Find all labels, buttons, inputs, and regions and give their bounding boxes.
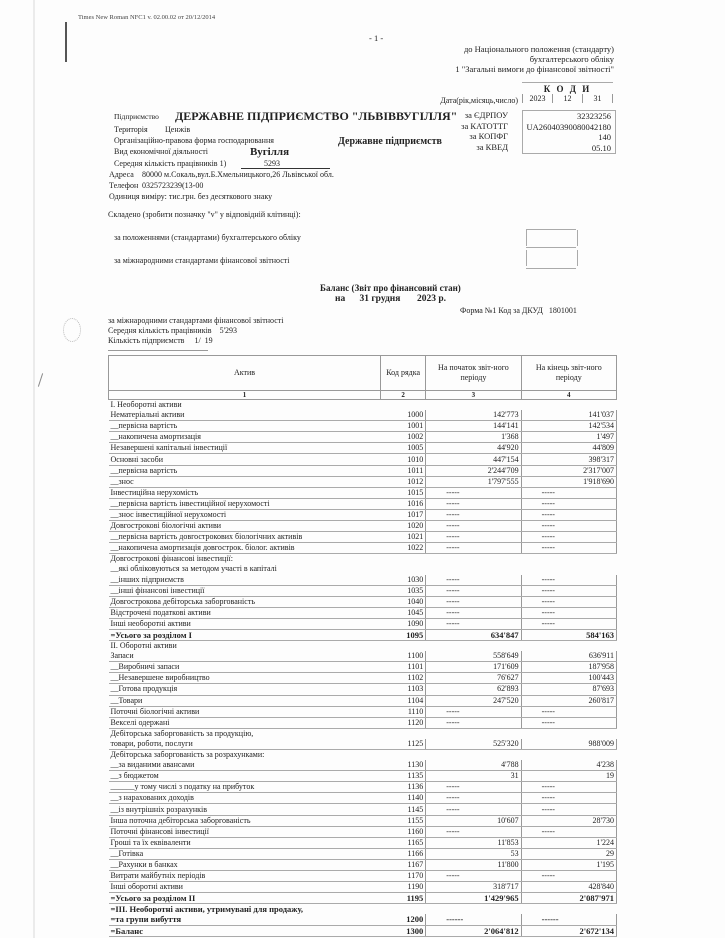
table-row: [109, 826, 617, 837]
row-end-value: -----: [521, 596, 616, 607]
row-label: __Незавершене виробництво: [109, 673, 381, 684]
row-code: 1103: [381, 684, 426, 695]
row-label: __які обліковуються за методом участі в капіталі: [110, 564, 277, 574]
row-label: Дебіторська заборгованість за продукцію,: [110, 728, 254, 738]
row-label: __знос: [109, 476, 381, 487]
row-end-value: 636'911: [521, 651, 616, 662]
pen-mark: [38, 373, 43, 387]
row-code: 1167: [381, 859, 426, 870]
row-start-value: -----: [426, 585, 521, 596]
row-label: Нематеріальні активи: [109, 410, 381, 421]
employees-underline: [241, 168, 255, 169]
table-row: [109, 532, 617, 543]
row-label: Векселі одержані: [109, 717, 381, 728]
table-row: [109, 629, 617, 640]
row-end-value: 988'009: [521, 739, 616, 750]
table-row: [109, 498, 617, 509]
table-row: [109, 904, 617, 915]
row-start-value: 634'847: [426, 629, 521, 640]
address-label: Адреса: [109, 170, 134, 179]
territory-value: Ценжів: [165, 125, 191, 134]
row-label: =Усього за розділом II: [109, 893, 381, 904]
table-row: [109, 925, 617, 936]
table-row: [109, 521, 617, 532]
row-end-value: -----: [521, 826, 616, 837]
table-row: [109, 706, 617, 717]
header-end: На кінець звіт-ного періоду: [521, 356, 616, 391]
id-value-katottg: UA26040390080042180: [526, 121, 611, 132]
row-label: Витрати майбутніх періодів: [109, 871, 381, 882]
id-value-edrpou: 32323256: [577, 111, 611, 121]
row-end-value: 260'817: [521, 695, 616, 706]
row-start-value: -----: [426, 521, 521, 532]
row-label: I. Необоротні активи: [110, 400, 182, 410]
row-label: Гроші та їх еквіваленти: [109, 837, 381, 848]
row-code: 1165: [381, 837, 426, 848]
row-label: II. Оборотні активи: [110, 641, 177, 651]
table-row: [109, 771, 617, 782]
row-start-value: ------: [426, 914, 521, 925]
row-code: 1012: [381, 476, 426, 487]
software-version-line: Times New Roman NFC1 v. 02.00.02 от 20/12/2014: [78, 14, 216, 21]
row-code: 1030: [381, 575, 426, 586]
row-label: Довгострокові фінансові інвестиції:: [110, 554, 233, 564]
checkbox-national-standards[interactable]: [526, 230, 578, 246]
row-label: __Готівка: [109, 848, 381, 859]
row-code: 1021: [381, 532, 426, 543]
table-row: [109, 914, 617, 925]
table-row: [109, 673, 617, 684]
row-label: __накопичена амортизація: [109, 432, 381, 443]
row-label: __з бюджетом: [109, 771, 381, 782]
table-row: [109, 432, 617, 443]
row-end-value: 142'534: [521, 421, 616, 432]
row-label: Запаси: [109, 651, 381, 662]
table-row: [109, 476, 617, 487]
address-value: 80000 м.Сокаль,вул.Б.Хмельницького,26 Львівської обл.: [142, 170, 334, 179]
row-start-value: 2'244'709: [426, 465, 521, 476]
row-start-value: 1'797'555: [426, 476, 521, 487]
table-row: [109, 793, 617, 804]
row-code: 1002: [381, 432, 426, 443]
form-code: Форма №1 Код за ДКУД 1801001: [460, 306, 577, 315]
row-start-value: -----: [426, 487, 521, 498]
row-label: Відстрочені податкові активи: [109, 607, 381, 618]
row-code: 1136: [381, 782, 426, 793]
table-row: [109, 760, 617, 771]
row-start-value: 76'627: [426, 673, 521, 684]
row-code: 1095: [381, 629, 426, 640]
legal-form-value: Державне підприємств: [338, 136, 442, 147]
row-label: __Виробничі запаси: [109, 662, 381, 673]
table-row: [109, 641, 617, 652]
territory-label: Територія: [114, 125, 148, 134]
row-start-value: 11'853: [426, 837, 521, 848]
row-label: Незавершені капітальні інвестиції: [109, 443, 381, 454]
row-code: 1001: [381, 421, 426, 432]
row-code: 1166: [381, 848, 426, 859]
compiled-title: Складено (зробити позначку "v" у відповідній клітинці):: [108, 210, 301, 219]
row-start-value: 558'649: [426, 651, 521, 662]
row-label: Дебіторська заборгованість за розрахунками:: [110, 750, 265, 760]
row-start-value: 447'154: [426, 454, 521, 465]
table-row: [109, 684, 617, 695]
row-label: __Товари: [109, 695, 381, 706]
row-end-value: 29: [521, 848, 616, 859]
row-end-value: -----: [521, 607, 616, 618]
row-start-value: 10'607: [426, 815, 521, 826]
col-number: 1: [109, 391, 381, 400]
row-start-value: 2'064'812: [426, 925, 521, 936]
table-row: [109, 695, 617, 706]
row-label: Інші необоротні активи: [109, 618, 381, 629]
report-date: на 31 грудня 2023 р.: [335, 294, 447, 304]
row-label: __з нарахованих доходів: [109, 793, 381, 804]
row-code: 1155: [381, 815, 426, 826]
column-number-row: [109, 391, 617, 400]
row-label: __первісна вартість: [109, 465, 381, 476]
row-code: 1135: [381, 771, 426, 782]
row-end-value: -----: [521, 618, 616, 629]
ifrs-line: за міжнародними стандартами фінансової звітності: [108, 316, 284, 325]
row-code: 1016: [381, 498, 426, 509]
stamp-mark: [63, 318, 81, 342]
checkbox-border: [526, 247, 576, 248]
row-start-value: -----: [426, 596, 521, 607]
col-number: 4: [521, 391, 616, 400]
id-label: за КОПФГ: [469, 131, 508, 141]
enterprises-count-line: Кількість підприємств 1/ 19: [108, 336, 213, 345]
checkbox-border: [526, 268, 576, 269]
row-end-value: -----: [521, 575, 616, 586]
header-code: Код рядка: [381, 356, 426, 391]
table-row: [109, 585, 617, 596]
row-end-value: -----: [521, 532, 616, 543]
page-margin-line: [33, 0, 35, 938]
balance-rows: [109, 400, 617, 937]
row-label: =Усього за розділом I: [109, 629, 381, 640]
row-start-value: 247'520: [426, 695, 521, 706]
table-row: [109, 871, 617, 882]
row-code: 1125: [381, 739, 426, 750]
row-label: =Баланс: [109, 925, 381, 936]
table-row: [109, 837, 617, 848]
table-row: [109, 893, 617, 904]
row-end-value: -----: [521, 871, 616, 882]
table-row: [109, 750, 617, 761]
row-code: 1195: [381, 893, 426, 904]
row-code: 1035: [381, 585, 426, 596]
report-title: Баланс (Звіт про фінансовий стан): [320, 283, 461, 293]
row-end-value: -----: [521, 487, 616, 498]
row-start-value: 525'320: [426, 739, 521, 750]
row-end-value: 1'224: [521, 837, 616, 848]
row-end-value: -----: [521, 509, 616, 520]
row-label: Основні засоби: [109, 454, 381, 465]
identifier-values: [522, 110, 616, 154]
row-label: =III. Необоротні активи, утримувані для продажу,: [110, 904, 303, 915]
row-code: 1190: [381, 882, 426, 893]
row-start-value: -----: [426, 871, 521, 882]
date-label: Дата(рік,місяць,число): [440, 96, 518, 105]
id-label: за КВЕД: [476, 141, 508, 152]
header-asset: Актив: [109, 356, 381, 391]
row-code: 1100: [381, 651, 426, 662]
row-start-value: 318'717: [426, 882, 521, 893]
id-value-kopfg: 140: [598, 132, 611, 142]
table-row: [109, 607, 617, 618]
row-start-value: 142'773: [426, 410, 521, 421]
table-row: [109, 651, 617, 662]
row-start-value: -----: [426, 498, 521, 509]
row-end-value: 87'693: [521, 684, 616, 695]
row-end-value: 187'958: [521, 662, 616, 673]
row-label: Довгострокові біологічні активи: [109, 521, 381, 532]
enterprise-label: Підприємство: [114, 112, 159, 121]
table-row: [109, 400, 617, 411]
standard-ref-line: бухгалтерського обліку: [529, 54, 614, 64]
row-label: __Готова продукція: [109, 684, 381, 695]
row-end-value: -----: [521, 717, 616, 728]
row-label: __знос інвестиційної нерухомості: [109, 509, 381, 520]
row-end-value: 1'918'690: [521, 476, 616, 487]
row-code: 1005: [381, 443, 426, 454]
row-end-value: 100'443: [521, 673, 616, 684]
row-label: Інвестиційна нерухомість: [109, 487, 381, 498]
row-code: 1140: [381, 793, 426, 804]
row-start-value: -----: [426, 706, 521, 717]
date-codes: [522, 94, 613, 103]
row-end-value: -----: [521, 585, 616, 596]
row-code: 1040: [381, 596, 426, 607]
date-day: 31: [582, 94, 613, 103]
id-label: за КАТОТТГ: [461, 120, 508, 131]
row-end-value: -----: [521, 706, 616, 717]
row-code: 1010: [381, 454, 426, 465]
checkbox-ifrs[interactable]: [526, 250, 578, 266]
compiled-option-ifrs: за міжнародними стандартами фінансової звітності: [114, 256, 290, 265]
row-end-value: 2'672'134: [521, 925, 616, 936]
row-code: 1101: [381, 662, 426, 673]
row-end-value: -----: [521, 782, 616, 793]
row-label: Поточні біологічні активи: [109, 706, 381, 717]
row-start-value: -----: [426, 804, 521, 815]
row-start-value: -----: [426, 618, 521, 629]
row-label: Довгострокова дебіторська заборгованість: [109, 596, 381, 607]
table-row: [109, 509, 617, 520]
row-code: 1022: [381, 543, 426, 554]
row-start-value: -----: [426, 782, 521, 793]
row-label: товари, роботи, послуги: [109, 739, 381, 750]
binding-mark: [65, 22, 67, 62]
id-value-kved: 05.10: [591, 142, 611, 153]
table-row: [109, 465, 617, 476]
table-row: [109, 487, 617, 498]
table-row: [109, 554, 617, 565]
table-row: [109, 815, 617, 826]
table-row: [109, 596, 617, 607]
standard-ref-line: до Національного положення (стандарту): [463, 44, 614, 54]
row-start-value: -----: [426, 543, 521, 554]
row-label: Поточні фінансові інвестиції: [109, 826, 381, 837]
row-start-value: -----: [426, 717, 521, 728]
row-code: 1160: [381, 826, 426, 837]
standard-ref-line: 1 "Загальні вимоги до фінансової звітності": [455, 64, 614, 74]
codes-box: [522, 82, 613, 103]
codes-title: К О Д И: [543, 84, 592, 94]
row-start-value: -----: [426, 826, 521, 837]
row-start-value: 171'609: [426, 662, 521, 673]
row-start-value: 144'141: [426, 421, 521, 432]
table-row: [109, 728, 617, 739]
row-code: 1130: [381, 760, 426, 771]
row-label: __первісна вартість інвестиційної нерухомості: [109, 498, 381, 509]
table-row: [109, 443, 617, 454]
col-number: 3: [426, 391, 521, 400]
row-label: __накопичена амортизація довгострок. біолог. активів: [109, 543, 381, 554]
row-label: ______у тому числі з податку на прибуток: [109, 782, 381, 793]
row-end-value: -----: [521, 498, 616, 509]
table-row: [109, 848, 617, 859]
table-row: [109, 717, 617, 728]
row-code: 1145: [381, 804, 426, 815]
row-code: 1090: [381, 618, 426, 629]
row-start-value: 44'920: [426, 443, 521, 454]
row-code: 1170: [381, 871, 426, 882]
row-start-value: -----: [426, 607, 521, 618]
row-end-value: ------: [521, 914, 616, 925]
legal-form-label: Організаційно-правова форма господарювання: [114, 136, 274, 145]
row-start-value: 1'429'965: [426, 893, 521, 904]
row-start-value: -----: [426, 793, 521, 804]
row-end-value: 584'163: [521, 629, 616, 640]
row-code: 1015: [381, 487, 426, 498]
row-code: 1200: [381, 914, 426, 925]
row-code: 1102: [381, 673, 426, 684]
row-end-value: -----: [521, 804, 616, 815]
row-end-value: -----: [521, 521, 616, 532]
phone-value: 0325723239(13-00: [142, 181, 204, 190]
separator-line: [108, 350, 208, 351]
table-header-row: [109, 356, 617, 391]
row-end-value: 1'195: [521, 859, 616, 870]
row-label: =та групи вибуття: [109, 914, 381, 925]
row-end-value: 2'087'971: [521, 893, 616, 904]
row-code: 1110: [381, 706, 426, 717]
row-code: 1104: [381, 695, 426, 706]
table-row: [109, 421, 617, 432]
row-code: 1045: [381, 607, 426, 618]
phone-label: Телефон: [109, 181, 139, 190]
row-start-value: -----: [426, 509, 521, 520]
table-row: [109, 543, 617, 554]
row-end-value: 2'317'007: [521, 465, 616, 476]
row-end-value: 4'238: [521, 760, 616, 771]
row-code: 1300: [381, 925, 426, 936]
table-row: [109, 739, 617, 750]
row-label: Інша поточна дебіторська заборгованість: [109, 815, 381, 826]
table-row: [109, 882, 617, 893]
row-end-value: 44'809: [521, 443, 616, 454]
table-row: [109, 804, 617, 815]
row-code: 1120: [381, 717, 426, 728]
row-start-value: 11'800: [426, 859, 521, 870]
table-row: [109, 782, 617, 793]
table-row: [109, 564, 617, 574]
row-end-value: 141'037: [521, 410, 616, 421]
balance-table: [108, 355, 617, 937]
date-month: 12: [552, 94, 582, 103]
row-end-value: 1'497: [521, 432, 616, 443]
row-end-value: 428'840: [521, 882, 616, 893]
compiled-option-national: за положеннями (стандартами) бухгалтерського обліку: [114, 233, 301, 242]
activity-label: Вид економічної діяльності: [114, 147, 209, 156]
unit-of-measure: Одиниця виміру: тис.грн. без десяткового знаку: [109, 192, 273, 201]
employees-value: 5293: [252, 159, 330, 169]
employees-label: Середня кількість працівників 1): [114, 159, 227, 168]
row-label: __Рахунки в банках: [109, 859, 381, 870]
row-start-value: 31: [426, 771, 521, 782]
row-end-value: -----: [521, 543, 616, 554]
row-start-value: 1'368: [426, 432, 521, 443]
row-code: 1020: [381, 521, 426, 532]
row-start-value: -----: [426, 575, 521, 586]
row-end-value: 28'730: [521, 815, 616, 826]
row-start-value: -----: [426, 532, 521, 543]
table-row: [109, 454, 617, 465]
row-label: __інші фінансові інвестиції: [109, 585, 381, 596]
header-start: На початок звіт-ного періоду: [426, 356, 521, 391]
row-label: __первісна вартість довгострокових біологічних активів: [109, 532, 381, 543]
row-label: __із внутрішніх розрахунків: [109, 804, 381, 815]
table-row: [109, 618, 617, 629]
table-row: [109, 410, 617, 421]
row-code: 1000: [381, 410, 426, 421]
row-start-value: 62'893: [426, 684, 521, 695]
row-code: 1011: [381, 465, 426, 476]
row-end-value: 19: [521, 771, 616, 782]
enterprise-name: ДЕРЖАВНЕ ПІДПРИЄМСТВО "ЛЬВІВВУГІЛЛЯ": [175, 109, 458, 123]
activity-value: Вугілля: [250, 146, 290, 158]
row-start-value: 4'788: [426, 760, 521, 771]
id-label: за ЄДРПОУ: [464, 110, 508, 120]
col-number: 2: [381, 391, 426, 400]
table-row: [109, 575, 617, 586]
row-label: __первісна вартість: [109, 421, 381, 432]
row-end-value: -----: [521, 793, 616, 804]
row-start-value: 53: [426, 848, 521, 859]
employees-count-line: Середня кількість працівників 5'293: [108, 326, 238, 335]
standard-reference: [400, 44, 614, 74]
table-row: [109, 859, 617, 870]
page-number: - 1 -: [369, 33, 384, 43]
row-end-value: 398'317: [521, 454, 616, 465]
row-label: __інших підприємств: [109, 575, 381, 586]
table-row: [109, 662, 617, 673]
date-year: 2023: [522, 94, 552, 103]
row-label: __за виданими авансами: [109, 760, 381, 771]
row-label: Інші оборотні активи: [109, 882, 381, 893]
row-code: 1017: [381, 509, 426, 520]
